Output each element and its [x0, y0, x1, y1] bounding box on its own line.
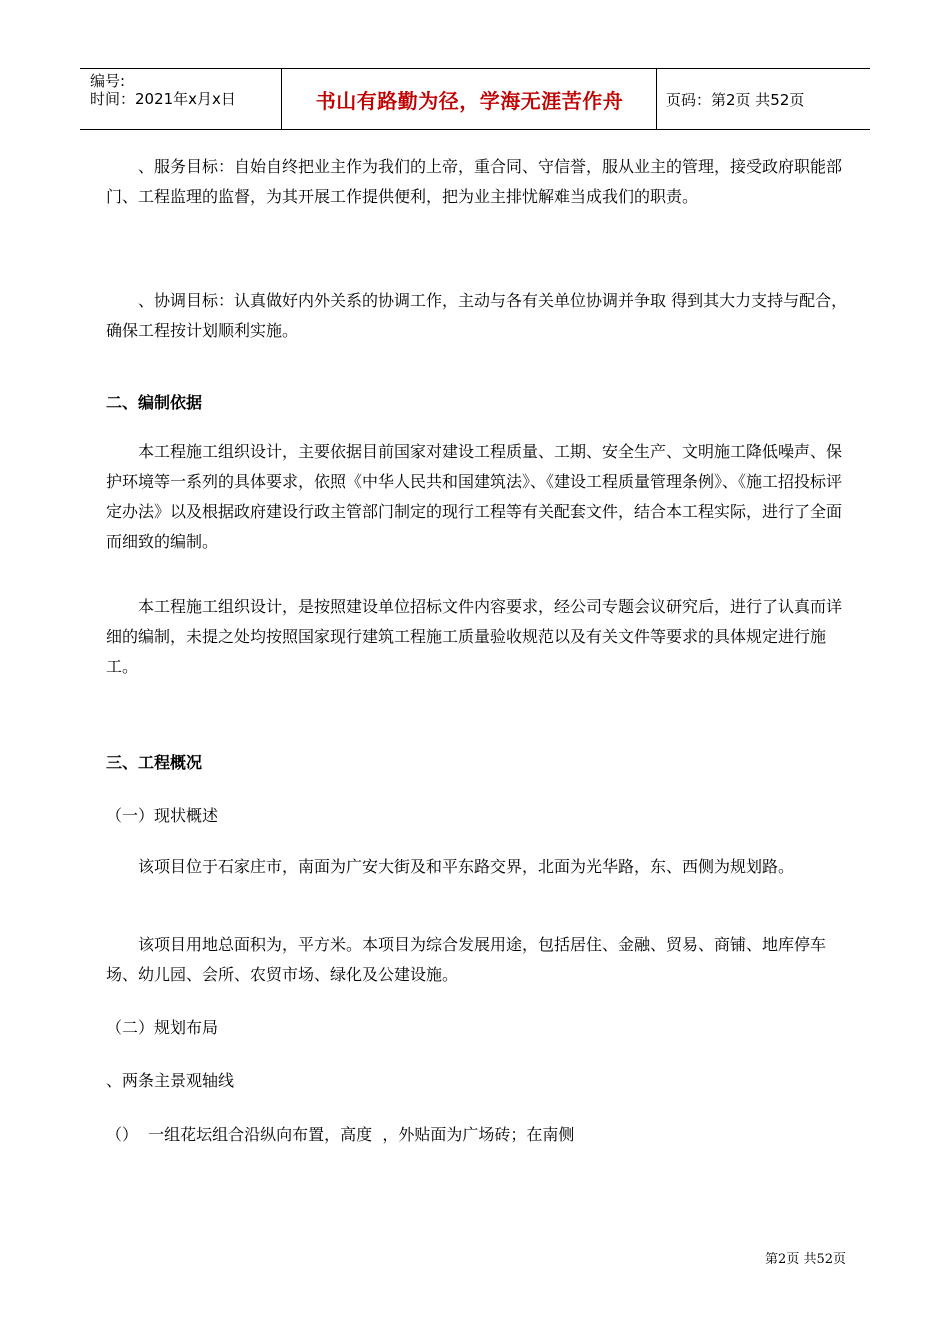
- page-header: [80, 68, 870, 130]
- coordination-goal-paragraph: 、协调目标：认真做好内外关系的协调工作，主动与各有关单位协调并争取 得到其大力支持与配合，确保工程按计划顺利实施。: [106, 291, 848, 340]
- section-heading-overview: 三、工程概况: [106, 753, 203, 772]
- header-divider: [281, 69, 282, 129]
- header-page-info: 页码：第2页 共52页: [666, 90, 805, 109]
- flower-line: （） 一组花坛组合沿纵向布置，高度 ，外贴面为广场砖；在南侧: [106, 1125, 575, 1144]
- header-left: [90, 72, 236, 108]
- time-label: 时间：2021年x月x日: [90, 90, 236, 108]
- service-goal-paragraph: 、服务目标：自始自终把业主作为我们的上帝，重合同、守信誉，服从业主的管理，接受政府职能部门、工程监理的监督，为其开展工作提供便利，把为业主排忧解难当成我们的职责。: [106, 157, 843, 206]
- header-divider: [656, 69, 657, 129]
- axis-line: 、两条主景观轴线: [106, 1071, 235, 1090]
- basis-paragraph-1: 本工程施工组织设计，主要依据目前国家对建设工程质量、工期、安全生产、文明施工降低噪声、保护环境等一系列的具体要求，依照《中华人民共和国建筑法》、《建设工程质量管理条例》、《施工招投标评定办法》以及根据政府建设行政主管部门制定的现行工程等有关配套文件，结合本工程实际，进行了全面而细致的编制。: [106, 442, 843, 551]
- number-label: 编号:: [90, 72, 126, 90]
- site-paragraph-1: 该项目位于石家庄市，南面为广安大街及和平东路交界，北面为光华路，东、西侧为规划路。: [138, 857, 795, 876]
- section-heading-basis: 二、编制依据: [106, 393, 203, 412]
- basis-paragraph-2: 本工程施工组织设计，是按照建设单位招标文件内容要求，经公司专题会议研究后，进行了认真而详细的编制，未提之处均按照国家现行建筑工程施工质量验收规范以及有关文件等要求的具体规定进行施工。: [106, 597, 843, 676]
- subheading-status: （一）现状概述: [106, 806, 219, 825]
- subheading-layout: （二）规划布局: [106, 1018, 219, 1037]
- page-footer: 第2页 共52页: [765, 1252, 846, 1267]
- header-motto: 书山有路勤为径，学海无涯苦作舟: [315, 88, 624, 113]
- site-paragraph-2: 该项目用地总面积为，平方米。本项目为综合发展用途，包括居住、金融、贸易、商铺、地库停车场、幼儿园、会所、农贸市场、绿化及公建设施。: [106, 935, 827, 984]
